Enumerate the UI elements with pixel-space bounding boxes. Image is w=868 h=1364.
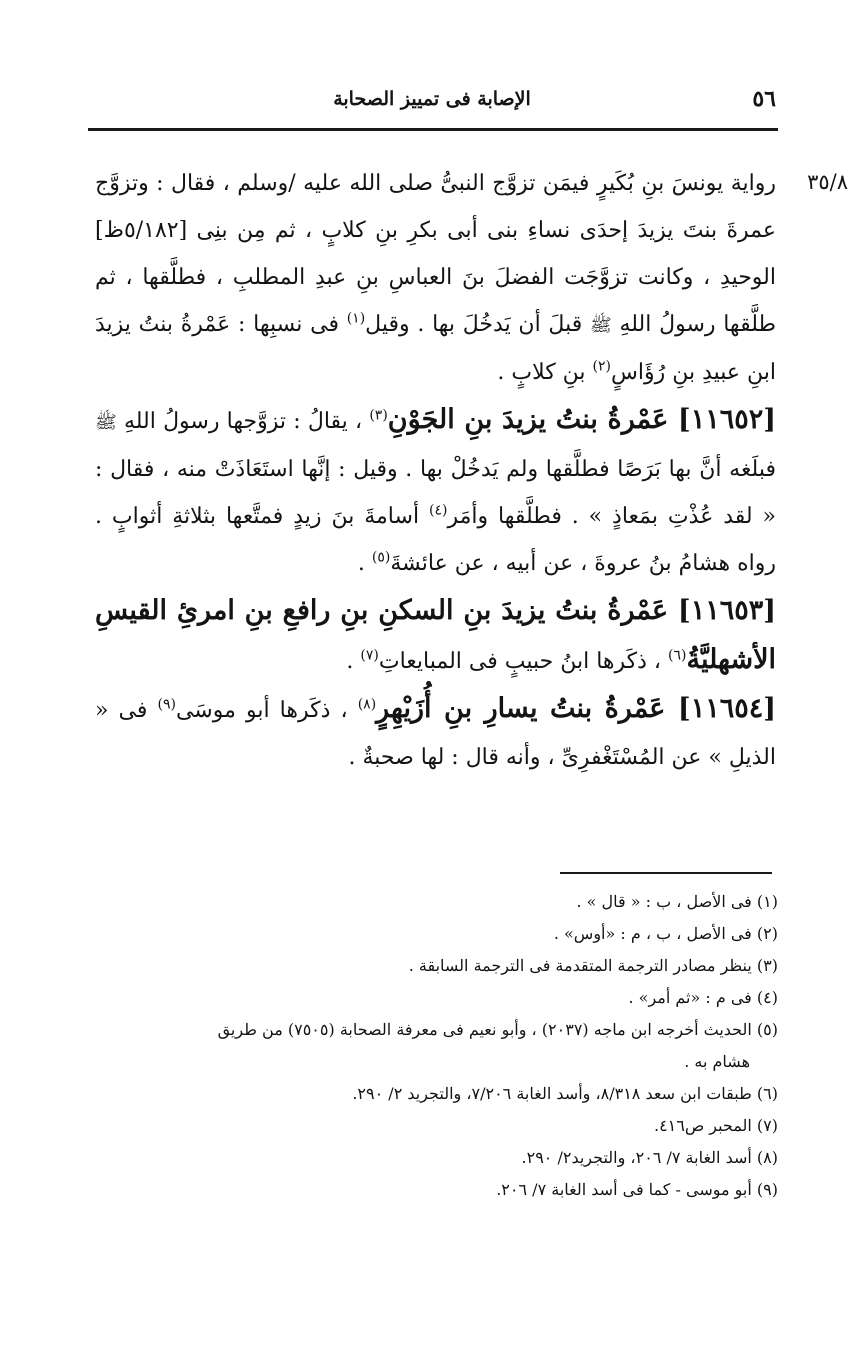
footnote-ref: (٨): [357, 696, 377, 713]
footnote-3: (٣) ينظر مصادر الترجمة المتقدمة فى الترجمة السابقة .: [408, 956, 778, 975]
text-segment: .: [357, 551, 372, 576]
entry-heading: [١١٦٥٣] عَمْرةُ بنتُ يزيدَ بنِ السكنِ بنِ رافعِ بنِ امرئِ القيسِ الأشهليَّةُ: [95, 595, 776, 675]
footnote-ref: (٤): [428, 502, 448, 519]
salla-ligature: ﷺ: [589, 315, 612, 336]
footnote-6: (٦) طبقات ابن سعد ٨/٣١٨، وأسد الغابة ٧/٢٠٦، والتجريد ٢/ ٢٩٠.: [352, 1084, 778, 1103]
entry-11654: [95, 685, 776, 781]
text-segment: فى نسبِها : عَمْرةُ بنتُ يزيدَ ابنِ عبيدِ بنِ رُؤَاسٍ: [95, 312, 776, 385]
footnote-ref: (٢): [592, 358, 611, 375]
footnote-separator: [560, 872, 772, 874]
entry-11653: [95, 587, 776, 685]
footnote-ref: (١): [346, 310, 366, 327]
main-text: [95, 160, 776, 781]
margin-reference: ٣٥/٨: [807, 170, 848, 194]
footnote-ref: (٩): [157, 696, 176, 713]
entry-heading: [١١٦٥٤] عَمْرةُ بنتُ يسارِ بنِ أُزَيْهِرٍ: [376, 693, 776, 724]
entry-11652: [95, 396, 776, 587]
text-segment: فى « الذيلِ » عن المُسْتَغْفرِىِّ ، وأنه قال : لها صحبةٌ .: [95, 698, 776, 770]
footnote-9: (٩) أبو موسى - كما فى أسد الغابة ٧/ ٢٠٦.: [496, 1180, 778, 1199]
text-segment: قبلَ أن يَدخُلَ بها . وقيل: [365, 312, 590, 337]
paragraph-intro: [95, 160, 776, 396]
salla-ligature: ﷺ: [95, 412, 117, 433]
footnote-2: (٢) فى الأصل ، ب ، م : «أوس» .: [553, 924, 778, 943]
text-segment: بنِ كلابٍ .: [497, 360, 593, 385]
entry-heading: [١١٦٥٢] عَمْرةُ بنتُ يزيدَ بنِ الجَوْنِ: [387, 404, 776, 435]
text-segment: ، ذكَرها ابنُ حبيبٍ فى المبايعاتِ: [378, 649, 668, 674]
footnote-ref: (٣): [369, 407, 388, 424]
footnote-7: (٧) المحبر ص٤١٦.: [653, 1116, 778, 1135]
footnote-5-continuation: هشام به .: [684, 1052, 750, 1071]
running-title: الإصابة فى تمييز الصحابة: [333, 88, 531, 110]
footnote-ref: (٥): [371, 549, 391, 566]
page-number: ٥٦: [752, 86, 776, 112]
header-rule: [88, 128, 778, 131]
text-segment: ، يقالُ : تزوَّجها رسولُ اللهِ: [116, 409, 370, 434]
text-segment: أسامةَ بنَ زيدٍ فمتَّعها بثلاثةِ أثوابٍ . رواه هشامُ بنُ عروةَ ، عن أبيه ، عن عائشةَ: [95, 504, 776, 576]
footnote-8: (٨) أسد الغابة ٧/ ٢٠٦، والتجريد٢/ ٢٩٠.: [521, 1148, 778, 1167]
text-segment: فبلَغه أنَّ بها بَرَصًا فطلَّقها ولم يَدخُلْ بها . وقيل : إنَّها استَعَاذَتْ منه ، فقال : « لقد عُذْتِ بمَعاذٍ » . فطلَّقها وأمَر: [95, 457, 776, 529]
footnotes: [88, 886, 778, 1206]
footnote-ref: (٧): [360, 647, 379, 664]
footnote-5: (٥) الحديث أخرجه ابن ماجه (٢٠٣٧) ، وأبو نعيم فى معرفة الصحابة (٧٥٠٥) من طريق: [217, 1020, 778, 1039]
footnote-4: (٤) فى م : «ثم أمر» .: [628, 988, 778, 1007]
footnote-1: (١) فى الأصل ، ب : « قال » .: [576, 892, 778, 911]
text-segment: ، ذكَرها أبو موسَى: [175, 698, 358, 723]
text-segment: .: [346, 649, 361, 674]
footnote-ref: (٦): [668, 647, 687, 664]
text-segment: رواية يونسَ بنِ بُكَيرٍ فيمَن تزوَّج النبىُّ صلى الله عليه /وسلم ، فقال : وتزوَّج عمرةَ بنتَ يزيدَ إحدَى نساءِ بنى أبى بكرِ بنِ كلابٍ ، ثم مِن بنِى [٥/١٨٢ظ] الوحيدِ ، وكانت تزوَّجَت الفضلَ بنَ العباسِ بنِ عبدِ المطلبِ ، فطلَّقها ، ثم طلَّقها رسولُ اللهِ: [95, 171, 776, 337]
page-header: [88, 78, 776, 118]
